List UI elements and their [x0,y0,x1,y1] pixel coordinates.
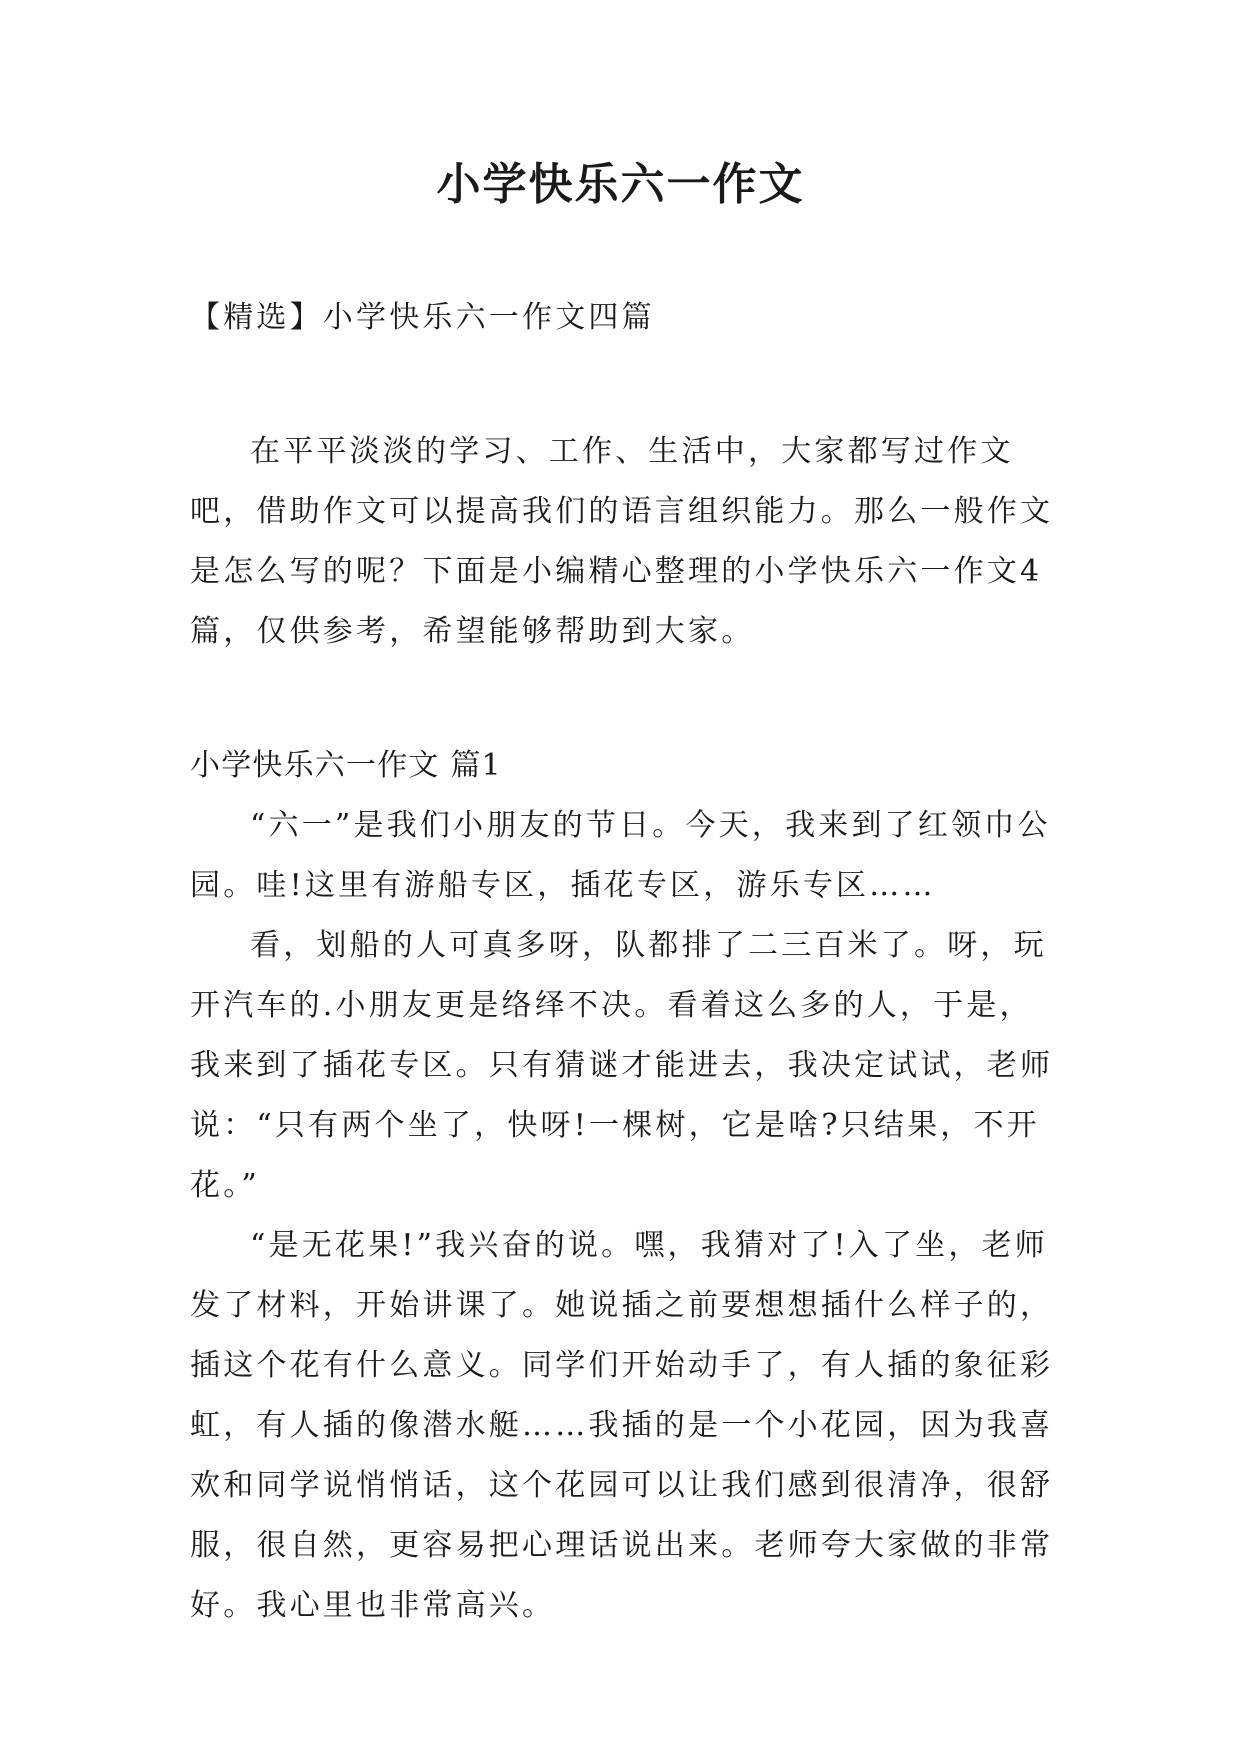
section-heading: 小学快乐六一作文 篇1 [190,748,502,783]
document-body [190,288,1060,1636]
body-paragraph: 看，划船的人可真多呀，队都排了二三百米了。呀，玩开汽车的.小朋友更是络绎不决。看着这么多的人，于是，我来到了插花专区。只有猜谜才能进去，我决定试试，老师说：“只有两个坐了，快呀!一棵树，它是啥?只结果，不开花。” [190,928,1054,1203]
body-paragraph: “是无花果!”我兴奋的说。嘿，我猜对了!入了坐，老师发了材料，开始讲课了。她说插之前要想想插什么样子的，插这个花有什么意义。同学们开始动手了，有人插的象征彩虹，有人插的像潜水艇……我插的是一个小花园，因为我喜欢和同学说悄悄话，这个花园可以让我们感到很清净，很舒服，很自然，更容易把心理话说出来。老师夸大家做的非常好。我心里也非常高兴。 [190,1228,1054,1623]
body-paragraph: “六一”是我们小朋友的节日。今天，我来到了红领巾公园。哇!这里有游船专区，插花专区，游乐专区…… [190,808,1051,903]
document-title: 小学快乐六一作文 [436,159,805,210]
document-subtitle: 【精选】小学快乐六一作文四篇 [190,300,655,335]
intro-paragraph: 在平平淡淡的学习、工作、生活中，大家都写过作文吧，借助作文可以提高我们的语言组织能力。那么一般作文是怎么写的呢？下面是小编精心整理的小学快乐六一作文4篇，仅供参考，希望能够帮助到大家。 [190,434,1054,649]
